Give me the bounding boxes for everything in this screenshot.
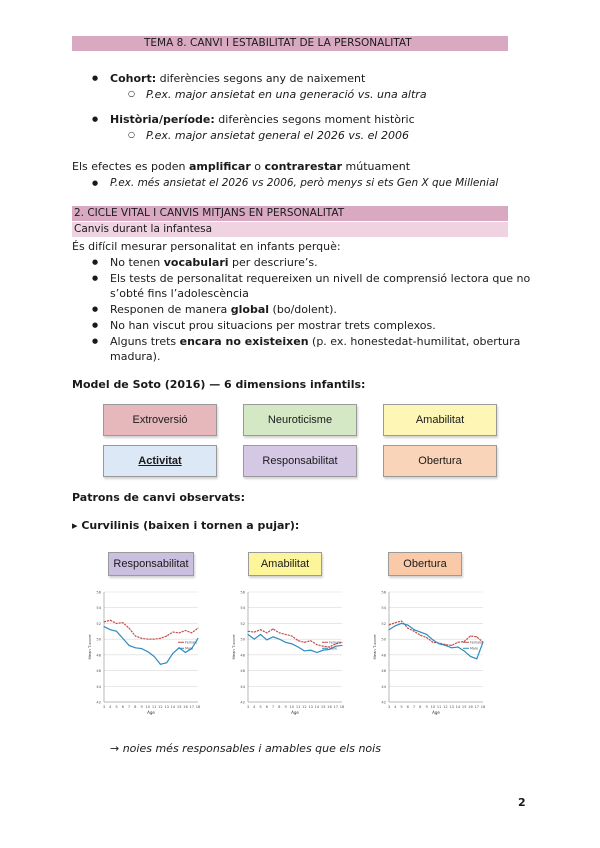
data-point-male bbox=[304, 650, 305, 651]
chart-label-responsabilitat: Responsabilitat bbox=[108, 552, 194, 576]
data-point-female bbox=[160, 638, 161, 639]
x-tick-label: 12 bbox=[302, 705, 307, 709]
reason-2: ● Els tests de personalitat requereixen un nivell de comprensió lectora que no bbox=[110, 272, 530, 285]
x-tick-label: 11 bbox=[295, 705, 301, 709]
legend-label: Female bbox=[470, 640, 483, 645]
y-tick-label: 56 bbox=[96, 590, 101, 595]
x-tick-label: 16 bbox=[183, 705, 188, 709]
efectes-example: ● P.ex. més ansietat el 2026 vs 2006, però menys si ets Gen X que Millenial bbox=[110, 177, 498, 189]
x-tick-label: 15 bbox=[320, 705, 326, 709]
data-point-female bbox=[191, 632, 192, 633]
data-point-female bbox=[129, 628, 130, 629]
y-tick-label: 50 bbox=[381, 637, 386, 642]
page-title: TEMA 8. CANVI I ESTABILITAT DE LA PERSONALITAT bbox=[144, 37, 412, 49]
data-point-female bbox=[432, 642, 433, 643]
data-point-male bbox=[116, 631, 117, 632]
data-point-male bbox=[401, 623, 402, 624]
y-axis-label: Mean T-score bbox=[372, 634, 377, 660]
data-point-male bbox=[154, 656, 155, 657]
x-tick-label: 7 bbox=[127, 705, 131, 709]
data-point-male bbox=[483, 642, 484, 643]
x-tick-label: 13 bbox=[164, 705, 169, 709]
x-tick-label: 17 bbox=[474, 705, 480, 709]
data-point-male bbox=[185, 652, 186, 653]
data-point-female bbox=[154, 639, 155, 640]
reason-3: ● Responen de manera global (bo/dolent). bbox=[110, 303, 337, 316]
x-tick-label: 18 bbox=[480, 705, 486, 709]
x-tick-label: 12 bbox=[158, 705, 163, 709]
data-point-female bbox=[401, 621, 402, 622]
data-point-female bbox=[104, 621, 105, 622]
data-point-female bbox=[179, 632, 180, 633]
data-point-female bbox=[304, 642, 305, 643]
data-point-male bbox=[457, 647, 458, 648]
historia-item: ● Història/període: diferències segons moment històric bbox=[110, 113, 415, 126]
data-point-female bbox=[141, 638, 142, 639]
y-axis-label: Mean T-score bbox=[231, 634, 236, 660]
dim-box-extroversio: Extroversió bbox=[103, 404, 217, 436]
reason-5: ● Alguns trets encara no existeixen (p. ex. honestedat-humilitat, obertura bbox=[110, 335, 520, 348]
data-point-female bbox=[342, 642, 343, 643]
x-tick-label: 4 bbox=[253, 705, 256, 709]
y-tick-label: 56 bbox=[240, 590, 245, 595]
dim-box-responsabilitat: Responsabilitat bbox=[243, 445, 357, 477]
y-tick-label: 54 bbox=[240, 606, 245, 611]
y-tick-label: 44 bbox=[381, 684, 386, 689]
x-tick-label: 5 bbox=[400, 705, 403, 709]
x-tick-label: 12 bbox=[443, 705, 448, 709]
x-tick-label: 8 bbox=[278, 705, 281, 709]
y-tick-label: 52 bbox=[240, 621, 245, 626]
data-point-female bbox=[476, 636, 477, 637]
y-tick-label: 48 bbox=[381, 653, 386, 658]
data-point-female bbox=[310, 640, 311, 641]
chart-amabilitat bbox=[230, 584, 350, 720]
data-point-female bbox=[420, 635, 421, 636]
series-line-male bbox=[104, 627, 198, 665]
y-tick-label: 46 bbox=[240, 669, 245, 674]
y-tick-label: 48 bbox=[96, 653, 101, 658]
data-point-male bbox=[291, 643, 292, 644]
y-tick-label: 56 bbox=[381, 590, 386, 595]
data-point-female bbox=[285, 634, 286, 635]
series-line-male bbox=[389, 623, 483, 658]
patrons-subheading: ▸ Curvilinis (baixen i tornen a pujar): bbox=[72, 519, 300, 532]
legend-label: Female bbox=[185, 640, 198, 645]
y-tick-label: 46 bbox=[96, 669, 101, 674]
x-tick-label: 14 bbox=[314, 705, 320, 709]
data-point-male bbox=[476, 658, 477, 659]
x-tick-label: 11 bbox=[151, 705, 157, 709]
data-point-female bbox=[266, 632, 267, 633]
x-tick-label: 11 bbox=[436, 705, 442, 709]
data-point-female bbox=[166, 636, 167, 637]
y-tick-label: 46 bbox=[381, 669, 386, 674]
series-line-male bbox=[248, 634, 342, 652]
data-point-female bbox=[426, 637, 427, 638]
x-tick-label: 16 bbox=[468, 705, 473, 709]
y-tick-label: 42 bbox=[240, 700, 245, 705]
data-point-male bbox=[342, 645, 343, 646]
data-point-female bbox=[116, 623, 117, 624]
data-point-male bbox=[141, 648, 142, 649]
x-axis-label: Age bbox=[432, 710, 440, 715]
y-tick-label: 52 bbox=[96, 621, 101, 626]
data-point-male bbox=[279, 639, 280, 640]
data-point-male bbox=[135, 647, 136, 648]
x-axis-label: Age bbox=[147, 710, 155, 715]
data-point-male bbox=[172, 653, 173, 654]
chart-responsabilitat bbox=[86, 584, 206, 720]
data-point-male bbox=[395, 625, 396, 626]
x-tick-label: 5 bbox=[115, 705, 118, 709]
x-tick-label: 10 bbox=[289, 705, 295, 709]
reason-4: ● No han viscut prou situacions per mostrar trets complexos. bbox=[110, 319, 436, 332]
reason-2-cont: s’obté fins l’adolescència bbox=[110, 287, 249, 300]
x-tick-label: 3 bbox=[102, 705, 106, 709]
data-point-female bbox=[291, 636, 292, 637]
chart-obertura bbox=[371, 584, 491, 720]
page-header bbox=[72, 36, 508, 51]
data-point-female bbox=[135, 636, 136, 637]
data-point-male bbox=[122, 638, 123, 639]
data-point-female bbox=[260, 629, 261, 630]
x-tick-label: 8 bbox=[134, 705, 137, 709]
x-tick-label: 8 bbox=[419, 705, 422, 709]
data-point-male bbox=[198, 638, 199, 639]
data-point-female bbox=[122, 622, 123, 623]
y-tick-label: 42 bbox=[381, 700, 386, 705]
x-tick-label: 7 bbox=[271, 705, 275, 709]
data-point-male bbox=[389, 629, 390, 630]
chart-label-amabilitat: Amabilitat bbox=[248, 552, 322, 576]
data-point-male bbox=[129, 645, 130, 646]
x-tick-label: 10 bbox=[430, 705, 436, 709]
legend-label: Male bbox=[470, 646, 479, 651]
data-point-male bbox=[166, 662, 167, 663]
y-tick-label: 44 bbox=[96, 684, 101, 689]
x-tick-label: 14 bbox=[170, 705, 176, 709]
data-point-female bbox=[451, 645, 452, 646]
y-tick-label: 52 bbox=[381, 621, 386, 626]
data-point-male bbox=[147, 651, 148, 652]
data-point-male bbox=[110, 629, 111, 630]
data-point-female bbox=[279, 632, 280, 633]
section2-subtitle: Canvis durant la infantesa bbox=[72, 222, 508, 237]
series-line-female bbox=[104, 620, 198, 639]
data-point-female bbox=[457, 642, 458, 643]
data-point-male bbox=[310, 650, 311, 651]
dim-box-neuroticisme: Neuroticisme bbox=[243, 404, 357, 436]
efectes-text: Els efectes es poden amplificar o contrarestar mútuament bbox=[72, 160, 411, 173]
data-point-male bbox=[248, 634, 249, 635]
x-tick-label: 15 bbox=[461, 705, 467, 709]
x-tick-label: 18 bbox=[195, 705, 201, 709]
data-point-female bbox=[110, 620, 111, 621]
data-point-female bbox=[470, 636, 471, 637]
x-tick-label: 13 bbox=[449, 705, 454, 709]
data-point-male bbox=[439, 643, 440, 644]
data-point-male bbox=[273, 636, 274, 637]
x-tick-label: 13 bbox=[308, 705, 313, 709]
data-point-female bbox=[298, 640, 299, 641]
data-point-female bbox=[389, 625, 390, 626]
data-point-female bbox=[407, 628, 408, 629]
dim-box-activitat: Activitat bbox=[103, 445, 217, 477]
data-point-female bbox=[273, 628, 274, 629]
series-line-female bbox=[248, 629, 342, 647]
data-point-female bbox=[172, 632, 173, 633]
x-tick-label: 3 bbox=[246, 705, 250, 709]
x-tick-label: 7 bbox=[412, 705, 416, 709]
legend-label: Male bbox=[329, 646, 338, 651]
page-number: 2 bbox=[518, 796, 526, 809]
data-point-male bbox=[426, 634, 427, 635]
data-point-male bbox=[316, 652, 317, 653]
x-tick-label: 6 bbox=[406, 705, 409, 709]
y-tick-label: 54 bbox=[96, 606, 101, 611]
cohort-example: ○ P.ex. major ansietat en una generació vs. una altra bbox=[146, 88, 427, 101]
data-point-male bbox=[464, 650, 465, 651]
data-point-female bbox=[198, 628, 199, 629]
data-point-female bbox=[248, 631, 249, 632]
data-point-male bbox=[407, 625, 408, 626]
data-point-female bbox=[323, 646, 324, 647]
data-point-male bbox=[298, 647, 299, 648]
data-point-male bbox=[160, 664, 161, 665]
legend-label: Female bbox=[329, 640, 342, 645]
dim-box-obertura: Obertura bbox=[383, 445, 497, 477]
x-tick-label: 4 bbox=[394, 705, 397, 709]
reason-1: ● No tenen vocabulari per descriure’s. bbox=[110, 256, 318, 269]
x-tick-label: 6 bbox=[121, 705, 124, 709]
data-point-female bbox=[147, 639, 148, 640]
data-point-female bbox=[316, 644, 317, 645]
section2-intro: És difícil mesurar personalitat en infants perquè: bbox=[72, 240, 341, 253]
conclusion-text: → noies més responsables i amables que els nois bbox=[110, 742, 381, 755]
x-tick-label: 18 bbox=[339, 705, 345, 709]
x-tick-label: 9 bbox=[140, 705, 143, 709]
historia-example: ○ P.ex. major ansietat general el 2026 vs. el 2006 bbox=[146, 129, 409, 142]
data-point-male bbox=[285, 642, 286, 643]
x-tick-label: 14 bbox=[455, 705, 461, 709]
x-tick-label: 10 bbox=[145, 705, 151, 709]
data-point-male bbox=[323, 650, 324, 651]
data-point-male bbox=[104, 626, 105, 627]
x-tick-label: 3 bbox=[387, 705, 391, 709]
data-point-male bbox=[260, 634, 261, 635]
y-tick-label: 50 bbox=[240, 637, 245, 642]
dim-box-amabilitat: Amabilitat bbox=[383, 404, 497, 436]
y-tick-label: 48 bbox=[240, 653, 245, 658]
data-point-female bbox=[414, 631, 415, 632]
x-tick-label: 17 bbox=[189, 705, 195, 709]
x-tick-label: 9 bbox=[425, 705, 428, 709]
x-tick-label: 16 bbox=[327, 705, 332, 709]
data-point-male bbox=[420, 632, 421, 633]
reason-5-cont: madura). bbox=[110, 350, 161, 363]
x-tick-label: 15 bbox=[176, 705, 182, 709]
chart-label-obertura: Obertura bbox=[388, 552, 462, 576]
y-tick-label: 42 bbox=[96, 700, 101, 705]
data-point-female bbox=[185, 630, 186, 631]
y-tick-label: 54 bbox=[381, 606, 386, 611]
y-tick-label: 44 bbox=[240, 684, 245, 689]
x-tick-label: 9 bbox=[284, 705, 287, 709]
x-tick-label: 17 bbox=[333, 705, 339, 709]
data-point-male bbox=[266, 639, 267, 640]
y-axis-label: Mean T-score bbox=[87, 634, 92, 660]
y-tick-label: 50 bbox=[96, 637, 101, 642]
data-point-female bbox=[395, 622, 396, 623]
soto-heading: Model de Soto (2016) — 6 dimensions infantils: bbox=[72, 378, 366, 391]
legend-label: Male bbox=[185, 646, 194, 651]
data-point-male bbox=[414, 629, 415, 630]
cohort-item: ● Cohort: diferències segons any de naixement bbox=[110, 72, 365, 85]
data-point-male bbox=[445, 645, 446, 646]
x-axis-label: Age bbox=[291, 710, 299, 715]
patrons-heading: Patrons de canvi observats: bbox=[72, 491, 246, 504]
data-point-female bbox=[254, 632, 255, 633]
data-point-male bbox=[432, 639, 433, 640]
x-tick-label: 5 bbox=[259, 705, 262, 709]
data-point-male bbox=[470, 656, 471, 657]
section2-header: 2. CICLE VITAL I CANVIS MITJANS EN PERSONALITAT bbox=[72, 206, 508, 221]
x-tick-label: 6 bbox=[265, 705, 268, 709]
data-point-male bbox=[451, 647, 452, 648]
data-point-male bbox=[254, 639, 255, 640]
x-tick-label: 4 bbox=[109, 705, 112, 709]
